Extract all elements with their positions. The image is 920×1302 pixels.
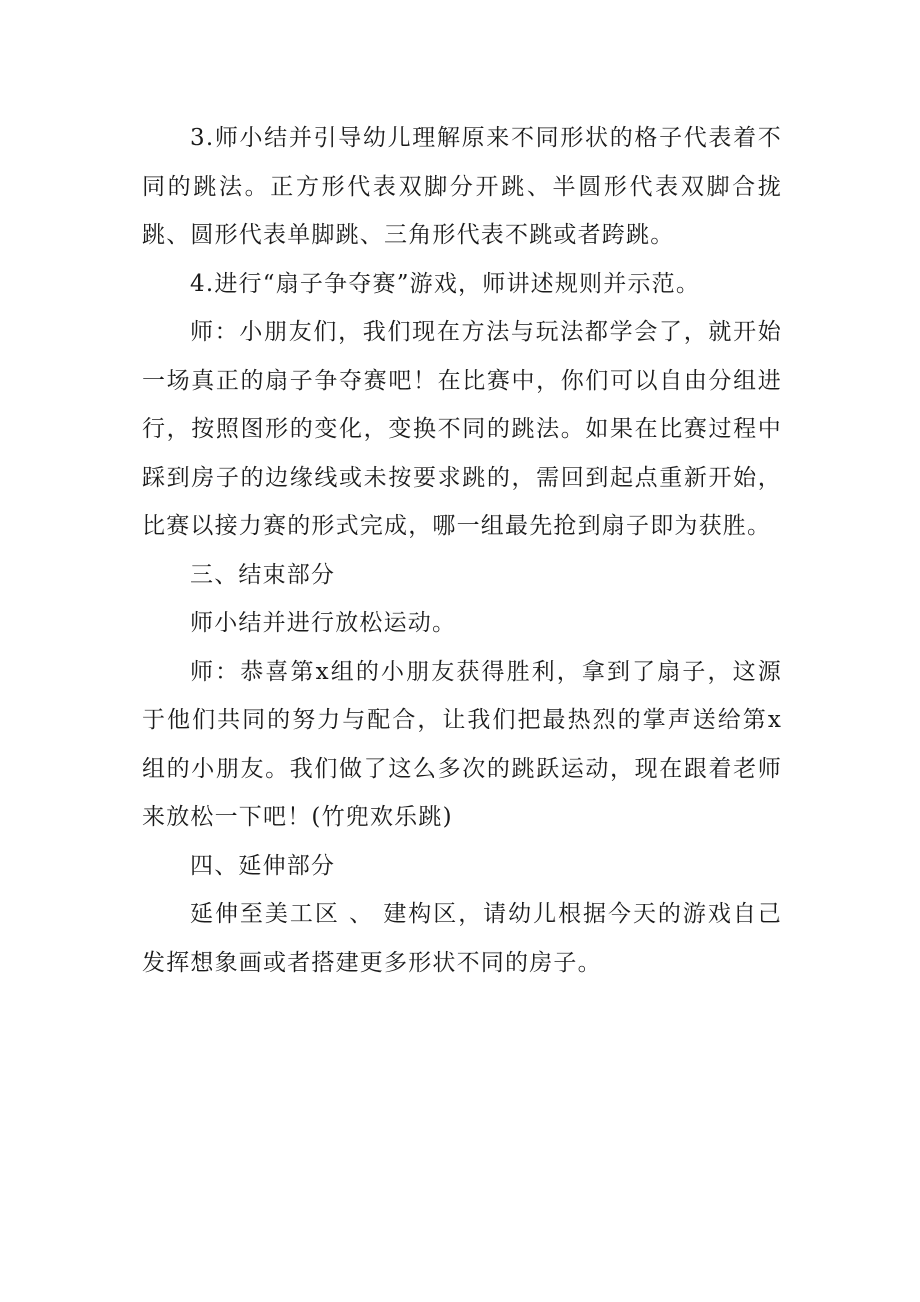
paragraph-relaxation: 师小结并进行放松运动。	[190, 610, 457, 636]
paragraph-step-3: 3.师小结并引导幼儿理解原来不同形状的格子代表着不同的跳法。正方形代表双脚分开跳、半圆形代表双脚合拢跳、圆形代表单脚跳、三角形代表不跳或者跨跳。	[142, 125, 782, 248]
paragraph-step-4: 4.进行“扇子争夺赛”游戏，师讲述规则并示范。	[190, 270, 701, 297]
section-heading-extension: 四、延伸部分	[190, 852, 336, 879]
paragraph-extension: 延伸至美工区 、 建构区，请幼儿根据今天的游戏自己发挥想象画或者搭建更多形状不同的房子。	[142, 901, 782, 976]
paragraph-teacher-congrats: 师：恭喜第x组的小朋友获得胜利，拿到了扇子，这源于他们共同的努力与配合，让我们把最热烈的掌声送给第x组的小朋友。我们做了这么多次的跳跃运动，现在跟着老师来放松一下吧！(竹兜欢乐跳)	[142, 658, 782, 830]
paragraph-teacher-rules: 师：小朋友们，我们现在方法与玩法都学会了，就开始一场真正的扇子争夺赛吧！在比赛中，你们可以自由分组进行，按照图形的变化，变换不同的跳法。如果在比赛过程中踩到房子的边缘线或未按要求跳的，需回到起点重新开始，比赛以接力赛的形式完成，哪一组最先抢到扇子即为获胜。	[142, 319, 782, 539]
document-body	[142, 114, 782, 987]
section-heading-ending: 三、结束部分	[190, 561, 336, 588]
